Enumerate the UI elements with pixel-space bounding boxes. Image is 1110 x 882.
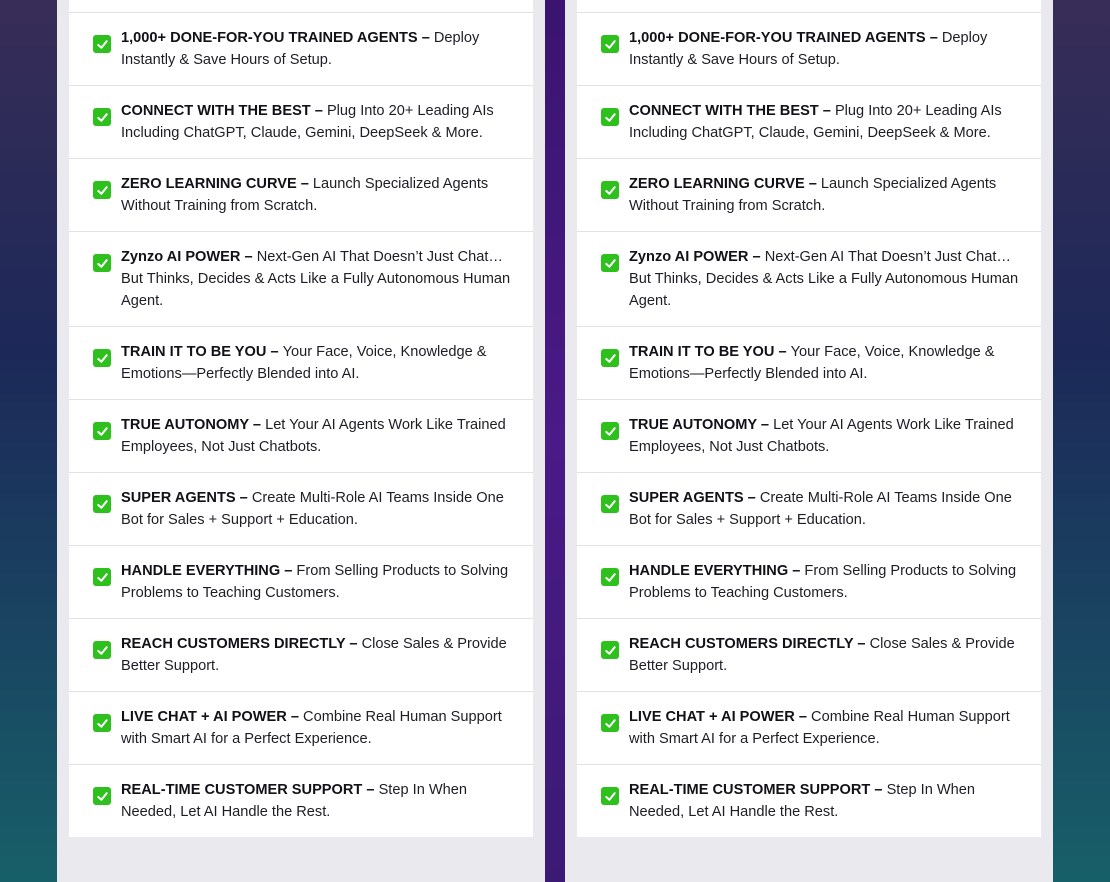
feature-item bbox=[577, 85, 1041, 158]
checkmark-icon bbox=[601, 714, 619, 732]
feature-item bbox=[69, 158, 533, 231]
feature-item bbox=[577, 399, 1041, 472]
feature-item bbox=[577, 764, 1041, 837]
feature-text: Launch Specialized Agents Without Training from Scratch. bbox=[121, 176, 489, 214]
feature-item bbox=[577, 231, 1041, 326]
feature-text: From Selling Products to Solving Problems to Teaching Customers. bbox=[629, 563, 1017, 601]
list-top-spacer bbox=[69, 0, 533, 12]
feature-text: From Selling Products to Solving Problems to Teaching Customers. bbox=[121, 563, 509, 601]
feature-title: ZERO LEARNING CURVE – bbox=[629, 176, 821, 192]
checkmark-icon bbox=[601, 108, 619, 126]
feature-title: TRUE AUTONOMY – bbox=[629, 417, 774, 433]
feature-item bbox=[577, 545, 1041, 618]
checkmark-icon bbox=[93, 108, 111, 126]
feature-title: TRUE AUTONOMY – bbox=[121, 417, 266, 433]
checkmark-icon bbox=[93, 181, 111, 199]
feature-text: Next-Gen AI That Doesn’t Just Chat… But Thinks, Decides & Acts Like a Fully Autonomous Human Agent. bbox=[629, 249, 1019, 309]
feature-title: LIVE CHAT + AI POWER – bbox=[629, 709, 812, 725]
feature-item bbox=[577, 158, 1041, 231]
feature-text: Create Multi-Role AI Teams Inside One Bot for Sales + Support + Education. bbox=[629, 490, 1012, 528]
feature-item bbox=[69, 472, 533, 545]
checkmark-icon bbox=[93, 787, 111, 805]
feature-title: SUPER AGENTS – bbox=[121, 490, 252, 506]
feature-title: REAL-TIME CUSTOMER SUPPORT – bbox=[629, 782, 887, 798]
checkmark-icon bbox=[93, 422, 111, 440]
feature-item bbox=[69, 399, 533, 472]
feature-title: CONNECT WITH THE BEST – bbox=[121, 103, 327, 119]
feature-title: 1,000+ DONE-FOR-YOU TRAINED AGENTS – bbox=[629, 30, 942, 46]
feature-text: Your Face, Voice, Knowledge & Emotions—Perfectly Blended into AI. bbox=[629, 344, 995, 382]
feature-item bbox=[69, 764, 533, 837]
feature-item bbox=[69, 12, 533, 85]
feature-text: Next-Gen AI That Doesn’t Just Chat… But Thinks, Decides & Acts Like a Fully Autonomous Human Agent. bbox=[121, 249, 511, 309]
feature-title: SUPER AGENTS – bbox=[629, 490, 760, 506]
feature-title: HANDLE EVERYTHING – bbox=[121, 563, 297, 579]
checkmark-icon bbox=[601, 568, 619, 586]
feature-title: CONNECT WITH THE BEST – bbox=[629, 103, 835, 119]
list-top-spacer bbox=[577, 0, 1041, 12]
feature-text: Plug Into 20+ Leading AIs Including ChatGPT, Claude, Gemini, DeepSeek & More. bbox=[121, 103, 494, 141]
feature-title: REAL-TIME CUSTOMER SUPPORT – bbox=[121, 782, 379, 798]
feature-text: Close Sales & Provide Better Support. bbox=[121, 636, 507, 674]
feature-item bbox=[577, 618, 1041, 691]
feature-text: Your Face, Voice, Knowledge & Emotions—Perfectly Blended into AI. bbox=[121, 344, 487, 382]
feature-title: REACH CUSTOMERS DIRECTLY – bbox=[629, 636, 870, 652]
feature-text: Deploy Instantly & Save Hours of Setup. bbox=[121, 30, 480, 68]
feature-text: Step In When Needed, Let AI Handle the Rest. bbox=[121, 782, 468, 820]
feature-item bbox=[577, 691, 1041, 764]
feature-item bbox=[69, 326, 533, 399]
feature-text: Create Multi-Role AI Teams Inside One Bot for Sales + Support + Education. bbox=[121, 490, 504, 528]
feature-panel-right bbox=[565, 0, 1053, 882]
feature-text: Plug Into 20+ Leading AIs Including ChatGPT, Claude, Gemini, DeepSeek & More. bbox=[629, 103, 1002, 141]
feature-text: Step In When Needed, Let AI Handle the Rest. bbox=[629, 782, 976, 820]
feature-item bbox=[577, 326, 1041, 399]
feature-list-left bbox=[69, 0, 533, 837]
feature-list-right bbox=[577, 0, 1041, 837]
checkmark-icon bbox=[601, 495, 619, 513]
feature-item bbox=[69, 691, 533, 764]
feature-title: TRAIN IT TO BE YOU – bbox=[121, 344, 283, 360]
feature-text: Combine Real Human Support with Smart AI for a Perfect Experience. bbox=[629, 709, 1010, 747]
feature-title: REACH CUSTOMERS DIRECTLY – bbox=[121, 636, 362, 652]
checkmark-icon bbox=[93, 714, 111, 732]
feature-title: ZERO LEARNING CURVE – bbox=[121, 176, 313, 192]
feature-item bbox=[69, 85, 533, 158]
checkmark-icon bbox=[601, 787, 619, 805]
checkmark-icon bbox=[93, 568, 111, 586]
background-right bbox=[1050, 0, 1110, 882]
checkmark-icon bbox=[601, 349, 619, 367]
feature-text: Let Your AI Agents Work Like Trained Employees, Not Just Chatbots. bbox=[121, 417, 506, 455]
checkmark-icon bbox=[601, 181, 619, 199]
feature-title: HANDLE EVERYTHING – bbox=[629, 563, 805, 579]
feature-text: Launch Specialized Agents Without Training from Scratch. bbox=[629, 176, 997, 214]
feature-item bbox=[69, 231, 533, 326]
checkmark-icon bbox=[93, 35, 111, 53]
feature-title: LIVE CHAT + AI POWER – bbox=[121, 709, 304, 725]
checkmark-icon bbox=[601, 422, 619, 440]
checkmark-icon bbox=[601, 641, 619, 659]
feature-text: Combine Real Human Support with Smart AI for a Perfect Experience. bbox=[121, 709, 502, 747]
feature-item bbox=[69, 545, 533, 618]
checkmark-icon bbox=[601, 254, 619, 272]
feature-item bbox=[577, 472, 1041, 545]
feature-panel-left bbox=[57, 0, 545, 882]
feature-text: Deploy Instantly & Save Hours of Setup. bbox=[629, 30, 988, 68]
checkmark-icon bbox=[93, 495, 111, 513]
feature-title: Zynzo AI POWER – bbox=[121, 249, 257, 265]
checkmark-icon bbox=[93, 349, 111, 367]
checkmark-icon bbox=[93, 254, 111, 272]
checkmark-icon bbox=[601, 35, 619, 53]
background-left bbox=[0, 0, 60, 882]
feature-item bbox=[69, 618, 533, 691]
feature-text: Let Your AI Agents Work Like Trained Employees, Not Just Chatbots. bbox=[629, 417, 1014, 455]
feature-item bbox=[577, 12, 1041, 85]
feature-title: TRAIN IT TO BE YOU – bbox=[629, 344, 791, 360]
feature-title: 1,000+ DONE-FOR-YOU TRAINED AGENTS – bbox=[121, 30, 434, 46]
checkmark-icon bbox=[93, 641, 111, 659]
feature-text: Close Sales & Provide Better Support. bbox=[629, 636, 1015, 674]
feature-title: Zynzo AI POWER – bbox=[629, 249, 765, 265]
